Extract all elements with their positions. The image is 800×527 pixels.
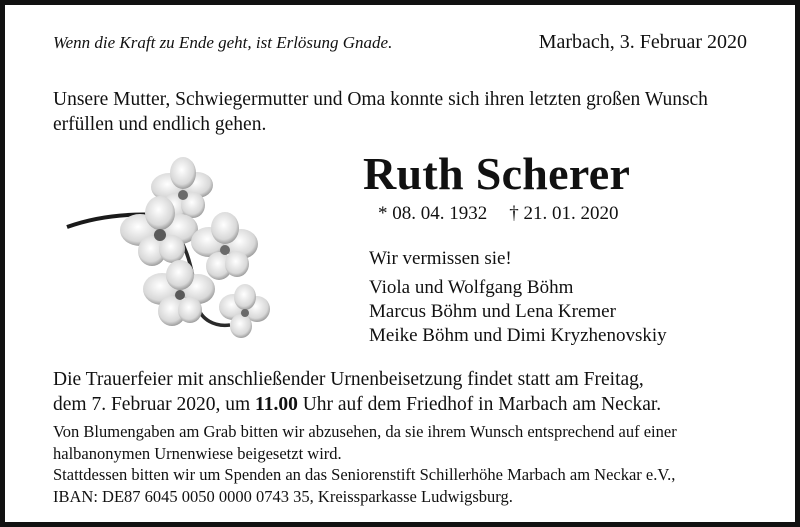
request-line: Von Blumengaben am Grab bitten wir abzusehen, da sie ihrem Wunsch entsprechend auf einer [53, 422, 677, 441]
mourners-block [369, 247, 667, 348]
request-line: halbanonymen Urnenwiese beigesetzt wird. [53, 443, 342, 463]
orchid-image [65, 155, 275, 350]
request-line: IBAN: DE87 6045 0050 0000 0743 35, Kreissparkasse Ludwigsburg. [53, 486, 513, 506]
ceremony-time: 11.00 [255, 394, 298, 415]
ceremony-line [53, 392, 661, 417]
ceremony-date: dem 7. Februar 2020, um [53, 394, 256, 415]
deceased-name: Ruth Scherer [363, 148, 631, 199]
request-line: Stattdessen bitten wir um Spenden an das Seniorenstift Schillerhöhe Marbach am Neckar e.V., [53, 465, 676, 484]
place-date: Marbach, 3. Februar 2020 [538, 31, 747, 53]
intro-text [53, 87, 773, 137]
mourners-lead: Wir vermissen sie! [369, 248, 512, 269]
life-dates [378, 203, 619, 225]
ceremony-text [53, 367, 661, 417]
motto: Wenn die Kraft zu Ende geht, ist Erlösung Gnade. [53, 33, 393, 52]
mourner-family: Marcus Böhm und Lena Kremer [369, 301, 616, 322]
ceremony-line: Die Trauerfeier mit anschließender Urnenbeisetzung findet statt am Freitag, [53, 369, 644, 390]
intro-line: erfüllen und endlich gehen. [53, 114, 267, 135]
donation-request [53, 421, 677, 507]
mourner-family: Meike Böhm und Dimi Kryzhenovskiy [369, 325, 667, 346]
death-date: † 21. 01. 2020 [509, 203, 619, 224]
birth-date: * 08. 04. 1932 [378, 203, 488, 224]
ceremony-location: Uhr auf dem Friedhof in Marbach am Neckar. [297, 394, 662, 415]
intro-line: Unsere Mutter, Schwiegermutter und Oma konnte sich ihren letzten großen Wunsch [53, 89, 708, 110]
mourner-family: Viola und Wolfgang Böhm [369, 277, 574, 298]
